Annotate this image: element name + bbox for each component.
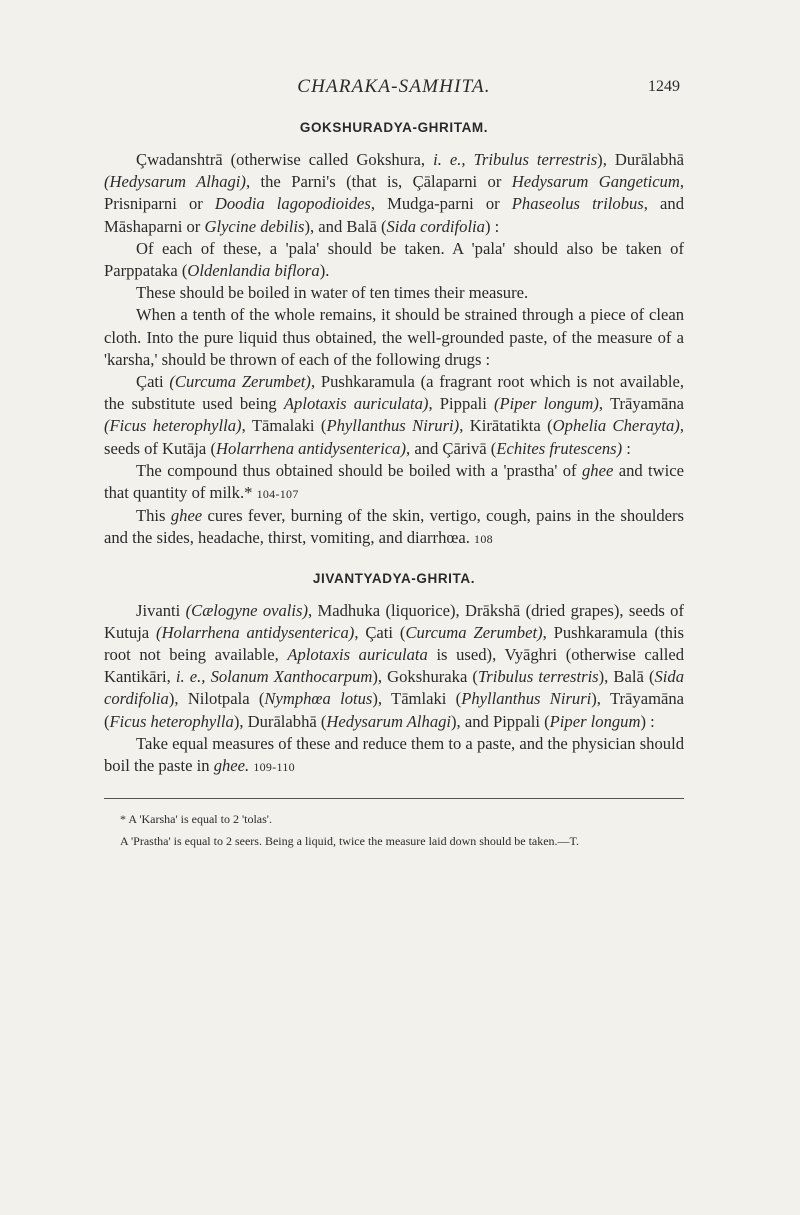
footnote-divider: [104, 798, 684, 799]
footnote-prastha: A 'Prastha' is equal to 2 seers. Being a liquid, twice the measure laid down should be taken.—T.: [120, 834, 579, 849]
paragraph-compound-boiling: The compound thus obtained should be boiled with a 'prastha' of ghee and twice that quantity of milk.* 104-107: [104, 460, 684, 503]
section-heading-gokshuradya: GOKSHURADYA-GHRITAM.: [299, 120, 489, 135]
verse-reference: 108: [474, 532, 493, 547]
paragraph-paste-boiling: Take equal measures of these and reduce them to a paste, and the physician should boil the paste in ghee. 109-110: [104, 733, 684, 776]
book-page: [104, 70, 684, 855]
paragraph-ingredients-list: Çwadanshtrā (otherwise called Gokshura, i. e., Tribulus terrestris), Durālabhā (Hedysarum Alhagi), the Parni's (that is, Çālaparni or Hedysarum Gangeticum, Prisniparni or Doodia lagopodioides, Mudga-parni or Phaseolus trilobus, and Māshaparni or Glycine debilis), and Balā (Sida cordifolia) :: [104, 150, 684, 236]
paragraph-pala-measure: Of each of these, a 'pala' should be taken. A 'pala' should also be taken of Parppataka (Oldenlandia biflora).: [104, 238, 684, 281]
verse-reference: 104-107: [256, 487, 299, 502]
running-title: CHARAKA-SAMHITA.: [297, 76, 491, 97]
page-number: 1249: [648, 78, 680, 95]
paragraph-boiling: These should be boiled in water of ten times their measure.: [136, 283, 529, 303]
paragraph-ghee-cures: This ghee cures fever, burning of the skin, vertigo, cough, pains in the shoulders and the sides, headache, thirst, vomiting, and diarrhœa. 108: [104, 506, 684, 548]
paragraph-drugs-list: Çati (Curcuma Zerumbet), Pushkaramula (a fragrant root which is not available, the substitute used being Aplotaxis auriculata), Pippali (Piper longum), Trāyamāna (Ficus heterophylla), Tāmalaki (Phyllanthus Niruri), Kirātatikta (Ophelia Cherayta), seeds of Kutāja (Holarrhena antidysenterica), and Çārivā (Echites frutescens) :: [104, 372, 685, 458]
running-head: [104, 70, 684, 104]
paragraph-straining: When a tenth of the whole remains, it should be strained through a piece of clean cloth. Into the pure liquid thus obtained, the well-grounded paste, of the measure of a 'karsha,' should be thrown of each of the following drugs :: [104, 305, 684, 369]
footnote-karsha: * A 'Karsha' is equal to 2 'tolas'.: [120, 812, 272, 827]
section-heading-jivantyadya: JIVANTYADYA-GHRITA.: [312, 570, 476, 586]
verse-reference: 109-110: [253, 760, 295, 775]
paragraph-jivanti-ingredients: Jivanti (Cælogyne ovalis), Madhuka (liquorice), Drākshā (dried grapes), seeds of Kutuja (Holarrhena antidysenterica), Çati (Curcuma Zerumbet), Pushkaramula (this root not being available, Aplotaxis auriculata is used), Vyāghri (otherwise called Kantikāri, i. e., Solanum Xanthocarpum), Gokshuraka (Tribulus terrestris), Balā (Sida cordifolia), Nilotpala (Nymphœa lotus), Tāmlaki (Phyllanthus Niruri), Trāyamāna (Ficus heterophylla), Durālabhā (Hedysarum Alhagi), and Pippali (Piper longum) :: [104, 600, 685, 731]
